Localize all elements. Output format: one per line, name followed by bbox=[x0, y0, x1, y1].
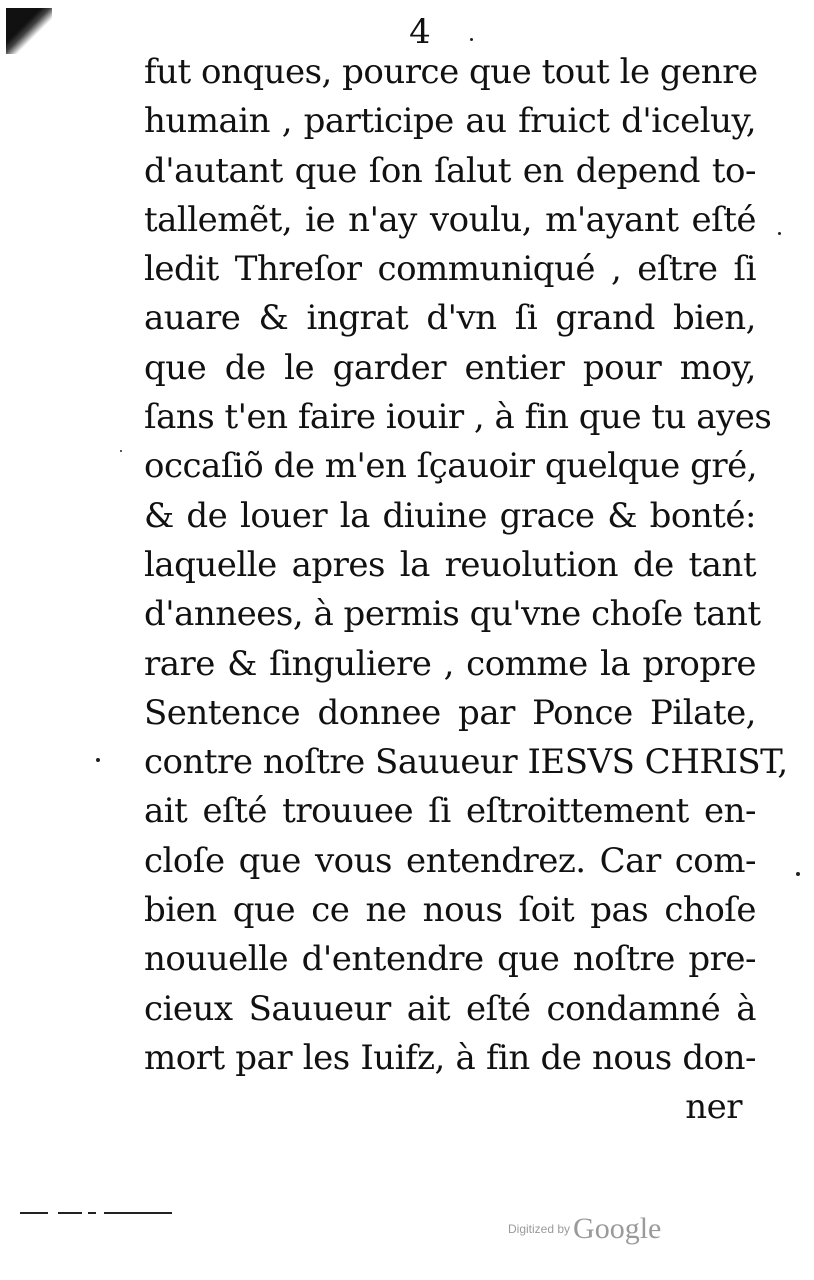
page-number: 4 bbox=[409, 12, 431, 52]
text-line: rare & ſinguliere , comme la propre bbox=[144, 643, 756, 684]
text-line: tallemẽt, ie n'ay voulu, m'ayant eſté bbox=[144, 199, 756, 240]
ink-speck bbox=[796, 872, 800, 876]
text-line: Sentence donnee par Ponce Pilate, bbox=[144, 692, 756, 733]
digitized-watermark bbox=[508, 1212, 661, 1246]
text-line: fut onques, pource que tout le genre bbox=[144, 52, 758, 92]
text-line: d'autant que ſon ſalut en depend to- bbox=[144, 150, 756, 191]
text-line: ſans t'en faire iouir , à fin que tu ayes bbox=[144, 397, 772, 438]
text-line: & de louer la diuine grace & bonté: bbox=[144, 495, 756, 536]
watermark-prefix: Digitized by bbox=[508, 1222, 571, 1236]
ink-speck bbox=[470, 38, 473, 41]
footer-rule bbox=[104, 1212, 172, 1214]
ink-speck bbox=[96, 758, 100, 762]
text-line: humain , participe au fruict d'iceluy, bbox=[144, 101, 756, 142]
ink-speck bbox=[778, 232, 781, 235]
catchword: ner bbox=[685, 1087, 742, 1128]
text-line: laquelle apres la reuolution de tant bbox=[144, 544, 756, 585]
footer-rule bbox=[20, 1212, 48, 1214]
scan-corner-mark bbox=[6, 8, 52, 54]
ink-speck bbox=[120, 450, 122, 452]
text-line: bien que ce ne nous ſoit pas choſe bbox=[144, 890, 756, 931]
footer-rule bbox=[58, 1212, 82, 1214]
text-line: cloſe que vous entendrez. Car com- bbox=[144, 840, 756, 881]
text-line: ait eſté trouuee ſi eſtroittement en- bbox=[144, 791, 756, 832]
text-line: nouuelle d'entendre que noſtre pre- bbox=[144, 939, 756, 980]
text-line: d'annees, à permis qu'vne choſe tant bbox=[144, 594, 761, 635]
text-line: que de le garder entier pour moy, bbox=[144, 347, 756, 388]
text-line: ledit Threſor communiqué , eſtre ſi bbox=[144, 249, 756, 290]
text-line: cieux Sauueur ait eſté condamné à bbox=[144, 988, 756, 1029]
text-line: mort par les Iuifz, à fin de nous don- bbox=[144, 1037, 756, 1078]
text-line: auare & ingrat d'vn ſi grand bien, bbox=[144, 298, 756, 339]
text-line: contre noſtre Sauueur IESVS CHRIST, bbox=[144, 742, 788, 783]
watermark-brand: Google bbox=[573, 1212, 662, 1245]
footer-rule bbox=[88, 1212, 96, 1214]
text-line: occaſiõ de m'en ſçauoir quelque gré, bbox=[144, 446, 758, 487]
body-text bbox=[144, 48, 788, 1133]
